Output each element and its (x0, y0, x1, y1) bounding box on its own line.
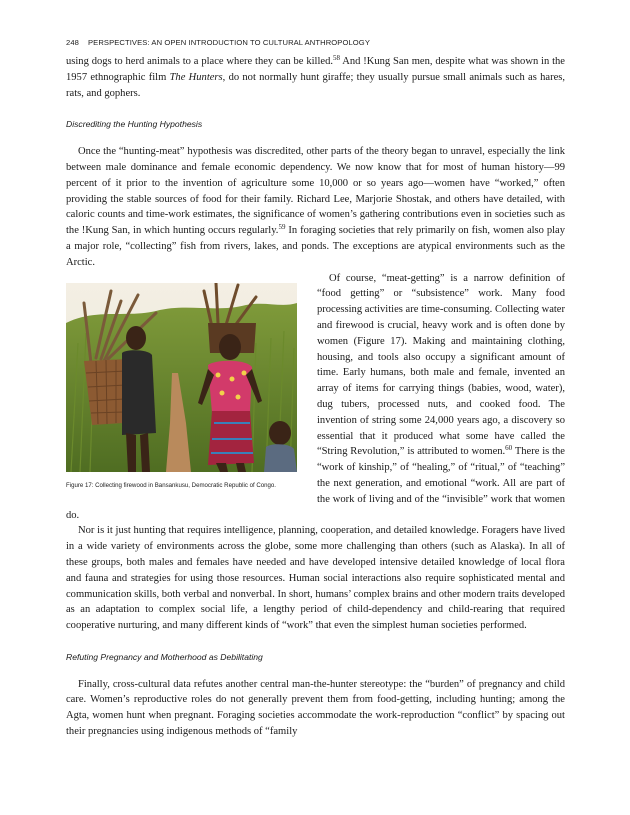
section-heading-pregnancy: Refuting Pregnancy and Motherhood as Debilitating (66, 651, 263, 662)
film-title: The Hunters (169, 71, 223, 83)
paragraph-5: Finally, cross-cultural data refutes another central man-the-hunter stereotype: the “burden” of pregnancy and child care. Women’s reproductive roles do not generally prevent them from food-getting, including hunting; among the Agta, women hunt when pregnant. Foraging societies accommodate the work-reproduction “conflict” by spacing out their pregnancies using indigenous methods of “family (66, 678, 565, 738)
page-number: 248 (66, 38, 79, 47)
figure-17-caption: Figure 17: Collecting firewood in Bansankusu, Democratic Republic of Congo. (66, 481, 277, 489)
footnote-ref-59[interactable]: 59 (278, 223, 286, 232)
paragraph-3-text-b: There is the “work of kinship,” of “healing,” of “ritual,” of “teaching” the next generation, and emotional “work. All are part of the work of living and of the “invisible” work that women do. (66, 446, 565, 521)
paragraph-2-text-b: In foraging societies that rely primarily on fish, women also play a major role, “collecting” fish from rivers, lakes, and ponds. The exceptions are atypical environments such as the Arctic. (66, 225, 566, 268)
paragraph-2-text-a: Once the “hunting-meat” hypothesis was discredited, other parts of the theory began to unravel, especially the link between male dominance and female economic dependency. We now know that for most of human history—99 percent of it prior to the invention of agriculture some 10,000 or so years ago—women have “worked,” often providing the stable sources of food for their family. Richard Lee, Marjorie Shostak, and others have detailed, with caloric counts and time-work estimates, the significance of women’s gathering contributions even in societies such as the !Kung San, in which hunting occurs regularly. (66, 146, 565, 237)
paragraph-3-text-a: Of course, “meat-getting” is a narrow definition of “food getting” or “subsistence” work. Many food processing activities are time-consuming. Collecting water and firewood is crucial, heavy work and is often done by women (Figure 17). Making and maintaining clothing, housing, and tools also occupy a significant amount of time. Early humans, both male and female, invented an array of items for carrying things (babies, wood, water), dug tubers, processed nuts, and cooked food. The invention of string some 24,000 years ago, a discovery so essential that it produced what some have called the “String Revolution,” is attributed to women. (317, 272, 565, 458)
figure-17-photo (66, 283, 297, 472)
footnote-ref-60[interactable]: 60 (505, 444, 513, 453)
book-title: PERSPECTIVES: AN OPEN INTRODUCTION TO CULTURAL ANTHROPOLOGY (87, 38, 370, 47)
paragraph-1-text-a: using dogs to herd animals to a place where they can be killed. (66, 56, 333, 67)
paragraph-1 (66, 54, 565, 101)
running-header (66, 38, 370, 47)
paragraph-2 (66, 144, 565, 270)
figure-17 (66, 283, 297, 490)
paragraph-1-text-c: , do not normally hunt giraffe; they usually pursue small animals such as hares, rats, and gophers. (66, 71, 565, 99)
paragraph-1-text-b: And !Kung San men, despite what was shown in the 1957 ethnographic film (66, 56, 565, 83)
main-content (66, 54, 565, 740)
paragraph-4: Nor is it just hunting that requires intelligence, planning, cooperation, and detailed knowledge. Foragers have lived in a wide variety of environments across the globe, some more challenging than others (such as Alaska). In all of these groups, both males and females have needed and have developed intensive detailed knowledge of local flora and fauna and strategies for using those resources. Human social interactions also require sophisticated mental and communication skills, both verbal and nonverbal. In short, humans’ complex brains and other modern traits developed as an adaptation to complex social life, a lengthy period of child-dependency and child-rearing that required cooperative nurturing, and many different kinds of “work” that even the simplest human societies performed. (66, 525, 565, 632)
section-heading-hunting-hypothesis: Discrediting the Hunting Hypothesis (66, 119, 203, 130)
footnote-ref-58[interactable]: 58 (332, 54, 340, 62)
